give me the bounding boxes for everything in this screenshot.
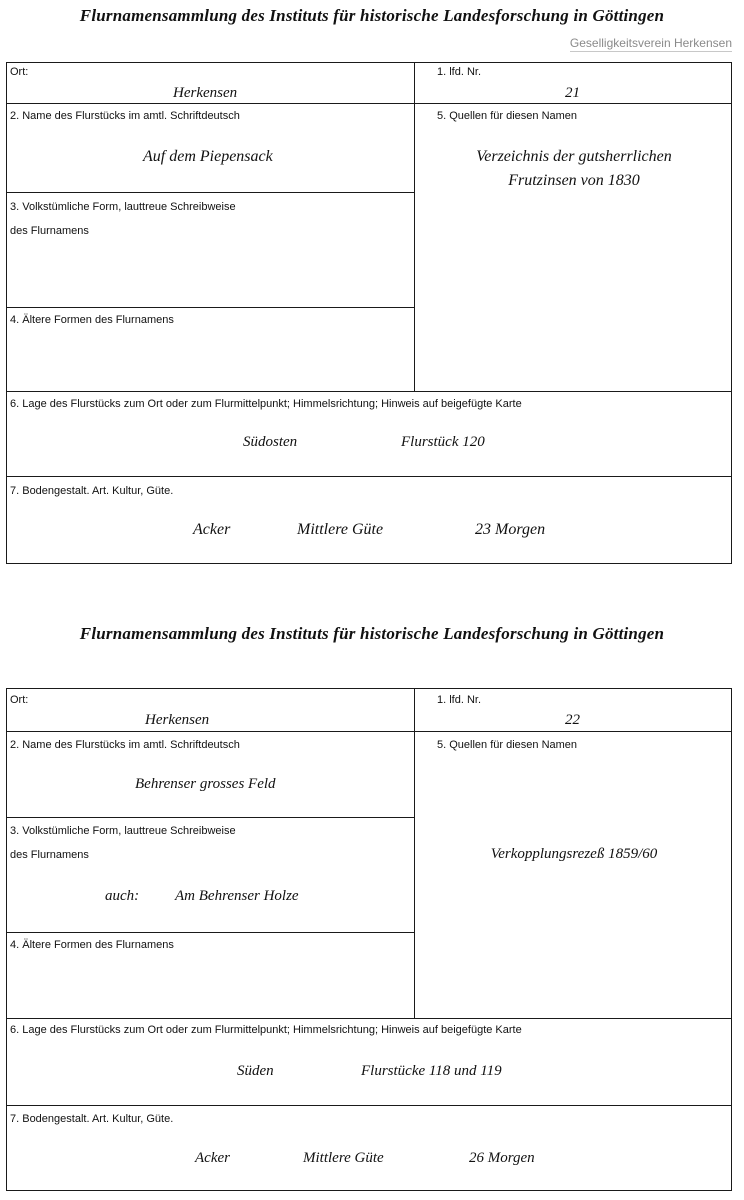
boden-guete: Mittlere Güte: [303, 1150, 384, 1166]
flurname-form-2: [6, 688, 732, 1191]
quellen-cell: [414, 731, 732, 1019]
quellen-cell: [414, 103, 732, 392]
form-title: Flurnamensammlung des Instituts für historische Landesforschung in Göttingen: [79, 624, 665, 643]
aelter-cell: [6, 932, 415, 1019]
ort-cell: [6, 62, 415, 104]
boden-art: Acker: [193, 521, 231, 538]
name-cell: [6, 103, 415, 193]
boden-label: 7. Bodengestalt. Art. Kultur, Güte.: [10, 1113, 174, 1125]
lage-label: 6. Lage des Flurstücks zum Ort oder zum Flurmittelpunkt; Himmelsrichtung; Hinweis auf beigefügte Karte: [10, 398, 522, 410]
aelter-label: 4. Ältere Formen des Flurnamens: [10, 939, 174, 951]
lage-cell: [6, 391, 732, 477]
boden-size: 26 Morgen: [469, 1150, 535, 1166]
name-label: 2. Name des Flurstücks im amtl. Schriftdeutsch: [10, 739, 240, 751]
ort-cell: [6, 688, 415, 732]
nr-label: 1. lfd. Nr.: [437, 66, 482, 78]
nr-cell: [414, 688, 732, 732]
quellen-value-line1: Verzeichnis der gutsherrlichen: [476, 148, 672, 165]
boden-size: 23 Morgen: [475, 521, 546, 538]
volk-label-line1: 3. Volkstümliche Form, lauttreue Schreibweise: [10, 825, 236, 837]
name-value: Behrenser grosses Feld: [135, 776, 276, 792]
nr-value: 22: [565, 712, 580, 728]
quellen-value-line2: Frutzinsen von 1830: [508, 172, 640, 189]
lage-label: 6. Lage des Flurstücks zum Ort oder zum Flurmittelpunkt; Himmelsrichtung; Hinweis auf beigefügte Karte: [10, 1024, 522, 1036]
ort-label: Ort:: [10, 66, 29, 78]
lage-cell: [6, 1018, 732, 1106]
ort-value: Herkensen: [145, 712, 210, 728]
quellen-label: 5. Quellen für diesen Namen: [437, 110, 578, 122]
volk-cell: [6, 192, 415, 308]
lage-parcel: Flurstück 120: [401, 434, 485, 450]
volk-label-line1: 3. Volkstümliche Form, lauttreue Schreibweise: [10, 201, 236, 213]
ort-label: Ort:: [10, 694, 29, 706]
aelter-cell: [6, 307, 415, 392]
flurname-form-1: [6, 62, 732, 564]
form-title: Flurnamensammlung des Instituts für historische Landesforschung in Göttingen: [79, 6, 665, 25]
lage-parcel: Flurstücke 118 und 119: [361, 1063, 502, 1079]
boden-guete: Mittlere Güte: [297, 521, 384, 538]
aelter-label: 4. Ältere Formen des Flurnamens: [10, 314, 174, 326]
nr-value: 21: [565, 85, 580, 101]
ort-value: Herkensen: [173, 85, 238, 101]
name-cell: [6, 731, 415, 818]
boden-art: Acker: [195, 1150, 230, 1166]
volk-cell: [6, 817, 415, 933]
boden-label: 7. Bodengestalt. Art. Kultur, Güte.: [10, 485, 174, 497]
volk-prefix: auch:: [105, 888, 140, 904]
name-label: 2. Name des Flurstücks im amtl. Schriftdeutsch: [10, 110, 240, 122]
volk-label-line2: des Flurnamens: [10, 849, 89, 861]
volk-label-line2: des Flurnamens: [10, 225, 89, 237]
boden-cell: [6, 476, 732, 564]
quellen-value-line1: Verkopplungsrezeß 1859/60: [490, 846, 658, 862]
quellen-label: 5. Quellen für diesen Namen: [437, 739, 578, 751]
lage-direction: Süden: [237, 1063, 274, 1079]
nr-label: 1. lfd. Nr.: [437, 694, 482, 706]
volk-value: Am Behrenser Holze: [175, 888, 299, 904]
boden-cell: [6, 1105, 732, 1191]
lage-direction: Südosten: [243, 434, 298, 450]
nr-cell: [414, 62, 732, 104]
watermark-label: Geselligkeitsverein Herkensen: [569, 36, 732, 50]
name-value: Auf dem Piepensack: [143, 148, 273, 165]
